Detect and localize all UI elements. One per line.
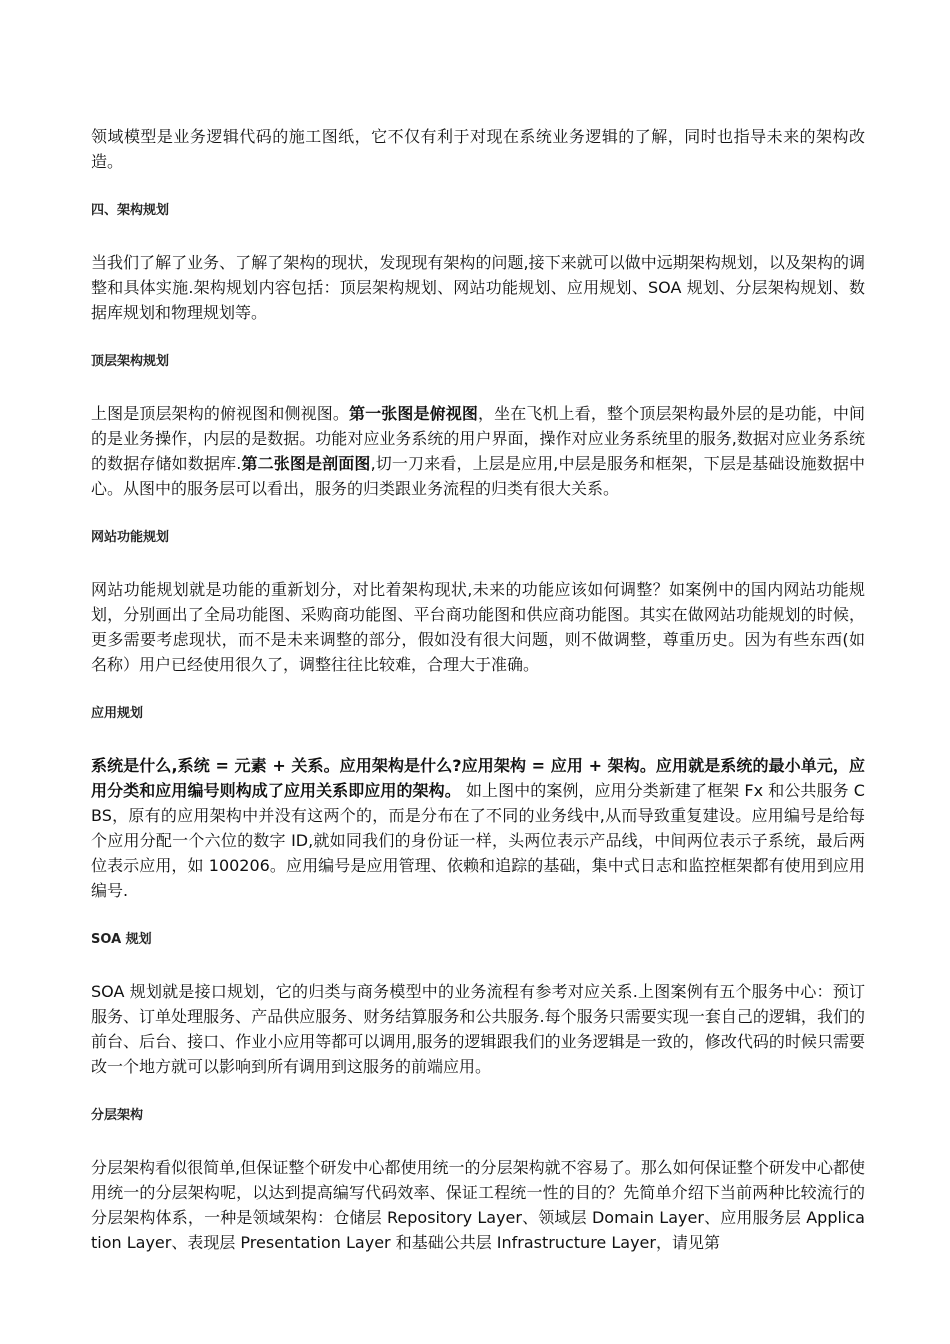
section-heading-soa: SOA 规划 [91,932,152,947]
section-heading-layered-architecture: 分层架构 [91,1108,144,1123]
section-heading-website-function: 网站功能规划 [91,530,170,545]
paragraph-top-level: 上图是顶层架构的俯视图和侧视图。第一张图是俯视图，坐在飞机上看，整个顶层架构最外层的是功能，中间的是业务操作，内层的是数据。功能对应业务系统的用户界面，操作对应业务系统里的服务,数据对应业务系统的数据存储如数据库.第二张图是剖面图,切一刀来看，上层是应用,中层是服务和框架，下层是基础设施数据中心。从图中的服务层可以看出，服务的归类跟业务流程的归类有很大关系。 [91,404,865,498]
paragraph-architecture-planning: 当我们了解了业务、了解了架构的现状，发现现有架构的问题,接下来就可以做中远期架构规划，以及架构的调整和具体实施.架构规划内容包括：顶层架构规划、网站功能规划、应用规划、SOA 规划、分层架构规划、数据库规划和物理规划等。 [91,253,865,322]
paragraph-application-planning: 系统是什么,系统 = 元素 + 关系。应用架构是什么?应用架构 = 应用 + 架构。应用就是系统的最小单元，应用分类和应用编号则构成了应用关系即应用的架构。 如上图中的案例，应用分类新建了框架 Fx 和公共服务 CBS，原有的应用架构中并没有这两个的，而是分布在了不同的业务线中,从而导致重复建设。应用编号是给每个应用分配一个六位的数字 ID,就如同我们的身份证一样，头两位表示产品线，中间两位表示子系统，最后两位表示应用，如 100206。应用编号是应用管理、依赖和追踪的基础，集中式日志和监控框架都有使用到应用编号. [91,756,865,900]
bold-phrase: 第一张图是俯视图 [349,404,479,423]
section-heading-top-level: 顶层架构规划 [91,354,170,369]
bold-phrase: 第二张图是剖面图 [241,454,371,473]
intro-paragraph: 领域模型是业务逻辑代码的施工图纸，它不仅有利于对现在系统业务逻辑的了解，同时也指导未来的架构改造。 [91,127,865,171]
section-heading-application-planning: 应用规划 [91,706,144,721]
paragraph-soa: SOA 规划就是接口规划，它的归类与商务模型中的业务流程有参考对应关系.上图案例有五个服务中心：预订服务、订单处理服务、产品供应服务、财务结算服务和公共服务.每个服务只需要实现一套自己的逻辑，我们的前台、后台、接口、作业小应用等都可以调用,服务的逻辑跟我们的业务逻辑是一致的，修改代码的时候只需要改一个地方就可以影响到所有调用到这服务的前端应用。 [91,982,865,1076]
bold-phrase: 系统是什么,系统 = 元素 + 关系。应用架构是什么?应用架构 = 应用 + 架构。应用就是系统的最小单元，应用分类和应用编号则构成了应用关系即应用的架构。 [91,756,865,800]
paragraph-website-function: 网站功能规划就是功能的重新划分，对比着架构现状,未来的功能应该如何调整？如案例中的国内网站功能规划，分别画出了全局功能图、采购商功能图、平台商功能图和供应商功能图。其实在做网站功能规划的时候，更多需要考虑现状，而不是未来调整的部分，假如没有很大问题，则不做调整，尊重历史。因为有些东西(如名称）用户已经使用很久了，调整往往比较难，合理大于准确。 [91,580,865,674]
section-heading-architecture-planning: 四、架构规划 [91,203,170,218]
paragraph-layered-architecture: 分层架构看似很简单,但保证整个研发中心都使用统一的分层架构就不容易了。那么如何保证整个研发中心都使用统一的分层架构呢，以达到提高编写代码效率、保证工程统一性的目的？先简单介绍下当前两种比较流行的分层架构体系，一种是领域架构：仓储层 Repository Layer、领域层 Domain Layer、应用服务层 Application Layer、表现层 Presentation Layer 和基础公共层 Infrastructure Layer，请见第 [91,1158,865,1252]
document-page [91,124,865,1255]
